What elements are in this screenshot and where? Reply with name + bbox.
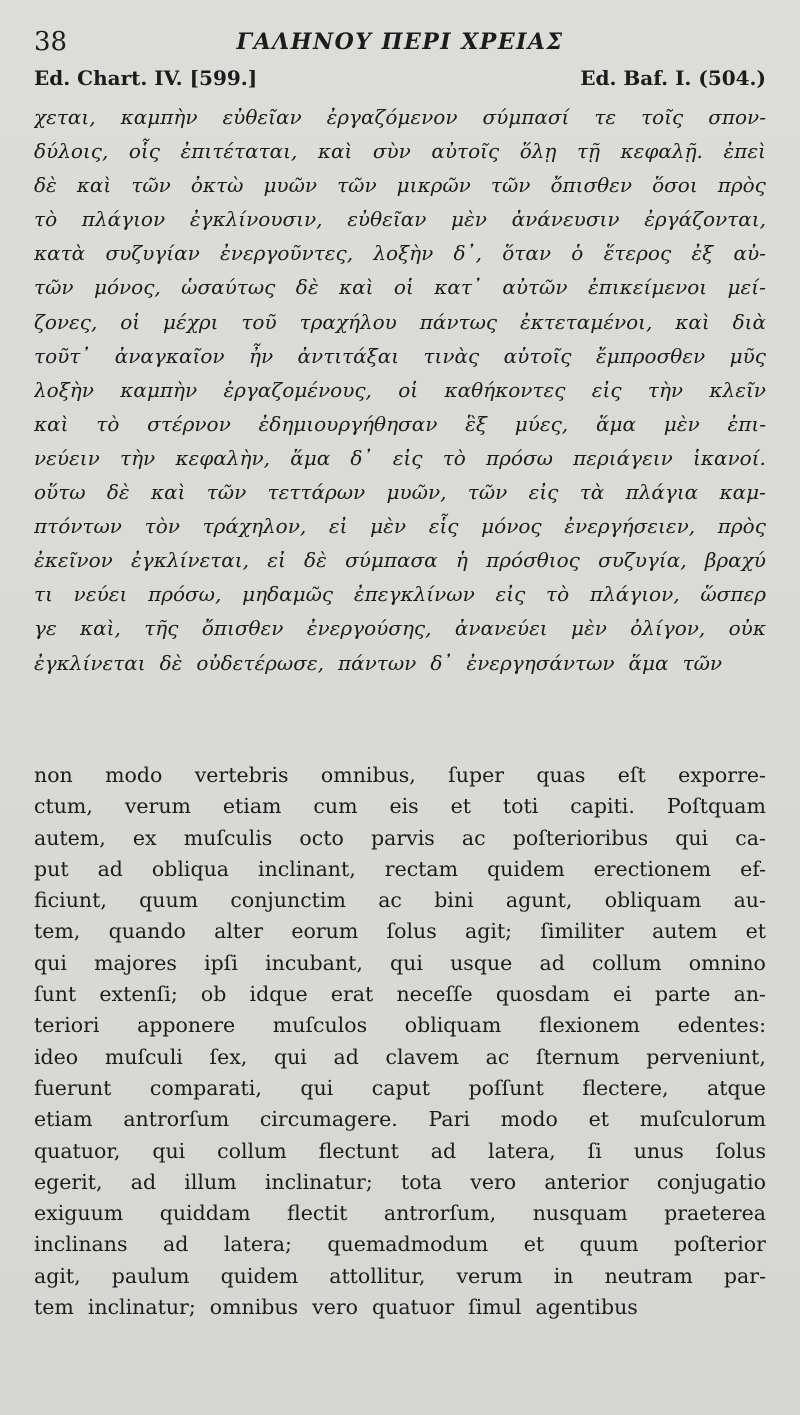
greek-text-line: τῶν μόνος, ὡσαύτως δὲ καὶ οἱ κατ᾽ αὐτῶν ἐπικείμενοι μεί- (34, 275, 766, 300)
latin-text-line: ctum, verum etiam cum eis et toti capiti. Poſtquam (34, 794, 766, 819)
greek-text-line: δὲ καὶ τῶν ὀκτὼ μυῶν τῶν μικρῶν τῶν ὄπισθεν ὅσοι πρὸς (34, 173, 766, 198)
latin-text-line: ſunt extenſi; ob idque erat neceſſe quosdam ei parte an- (34, 982, 766, 1007)
latin-text-line: put ad obliqua inclinant, rectam quidem erectionem ef- (34, 856, 766, 881)
edition-basel: Ed. Baf. I. (504.) (580, 66, 766, 90)
latin-text-line: fuerunt comparati, qui caput poſſunt flectere, atque (34, 1075, 766, 1100)
latin-text-line: tem inclinatur; omnibus vero quatuor ſimul agentibus (34, 1295, 638, 1320)
edition-chartier: Ed. Chart. IV. [599.] (34, 66, 258, 90)
edition-line (34, 66, 766, 90)
greek-text-line: κατὰ συζυγίαν ἐνεργοῦντες, λοξὴν δ᾽, ὅταν ὁ ἕτερος ἐξ αὐ- (34, 241, 766, 266)
greek-text-line: τοῦτ᾽ ἀναγκαῖον ἦν ἀντιτάξαι τινὰς αὐτοῖς ἔμπροσθεν μῦς (34, 343, 766, 368)
greek-text-line: πτόντων τὸν τράχηλον, εἰ μὲν εἷς μόνος ἐνεργήσειεν, πρὸς (34, 514, 766, 539)
latin-text-line: ficiunt, quum conjunctim ac bini agunt, obliquam au- (34, 888, 766, 913)
greek-text-block (34, 100, 766, 680)
latin-text-block (34, 760, 766, 1323)
latin-text-line: inclinans ad latera; quemadmodum et quum poſterior (34, 1232, 766, 1257)
greek-text-line: νεύειν τὴν κεφαλὴν, ἅμα δ᾽ εἰς τὸ πρόσω περιάγειν ἱκανοί. (34, 445, 766, 470)
greek-text-line: δύλοις, οἷς ἐπιτέταται, καὶ σὺν αὐτοῖς ὅλῃ τῇ κεφαλῇ. ἐπεὶ (34, 139, 766, 164)
greek-text-line: ἐκεῖνον ἐγκλίνεται, εἰ δὲ σύμπασα ἡ πρόσθιος συζυγία, βραχύ (34, 548, 766, 573)
latin-text-line: quatuor, qui collum flectunt ad latera, ſi unus ſolus (34, 1138, 766, 1163)
latin-text-line: agit, paulum quidem attollitur, verum in neutram par- (34, 1263, 766, 1288)
greek-text-line: ζονες, οἱ μέχρι τοῦ τραχήλου πάντως ἐκτεταμένοι, καὶ διὰ (34, 309, 766, 334)
greek-text-line: καὶ τὸ στέρνον ἐδημιουργήθησαν ἓξ μύες, ἅμα μὲν ἐπι- (34, 411, 766, 436)
page-number: 38 (34, 27, 68, 57)
latin-text-line: qui majores ipſi incubant, qui usque ad collum omnino (34, 950, 766, 975)
latin-text-line: exiguum quiddam flectit antrorſum, nusquam praeterea (34, 1201, 766, 1226)
greek-text-line: γε καὶ, τῆς ὄπισθεν ἐνεργούσης, ἀνανεύει μὲν ὀλίγον, οὐκ (34, 616, 766, 641)
latin-text-line: non modo vertebris omnibus, ſuper quas eſt exporre- (34, 763, 766, 787)
latin-text-line: etiam antrorſum circumagere. Pari modo et muſculorum (34, 1107, 766, 1132)
latin-text-line: ideo muſculi ſex, qui ad clavem ac ſternum perveniunt, (34, 1044, 766, 1069)
greek-text-line: τι νεύει πρόσω, μηδαμῶς ἐπεγκλίνων εἰς τὸ πλάγιον, ὥσπερ (34, 582, 766, 607)
page-header (34, 22, 766, 62)
greek-text-line: λοξὴν καμπὴν ἐργαζομένους, οἱ καθήκοντες εἰς τὴν κλεῖν (34, 377, 766, 402)
running-head: ΓΑΛΗΝΟΥ ΠΕΡΙ ΧΡΕΙΑΣ (236, 29, 564, 55)
latin-text-line: tem, quando alter eorum ſolus agit; ſimiliter autem et (34, 919, 766, 944)
greek-text-line: χεται, καμπὴν εὐθεῖαν ἐργαζόμενον σύμπασί τε τοῖς σπον- (34, 105, 766, 129)
greek-text-line: τὸ πλάγιον ἐγκλίνουσιν, εὐθεῖαν μὲν ἀνάνευσιν ἐργάζονται, (34, 207, 766, 232)
latin-text-line: egerit, ad illum inclinatur; tota vero anterior conjugatio (34, 1169, 766, 1194)
latin-text-line: autem, ex muſculis octo parvis ac poſterioribus qui ca- (34, 825, 766, 850)
latin-text-line: teriori apponere muſculos obliquam flexionem edentes: (34, 1013, 766, 1038)
greek-text-line: ἐγκλίνεται δὲ οὐδετέρωσε, πάντων δ᾽ ἐνεργησάντων ἅμα τῶν (34, 650, 723, 675)
greek-text-line: οὕτω δὲ καὶ τῶν τεττάρων μυῶν, τῶν εἰς τὰ πλάγια καμ- (34, 480, 766, 505)
